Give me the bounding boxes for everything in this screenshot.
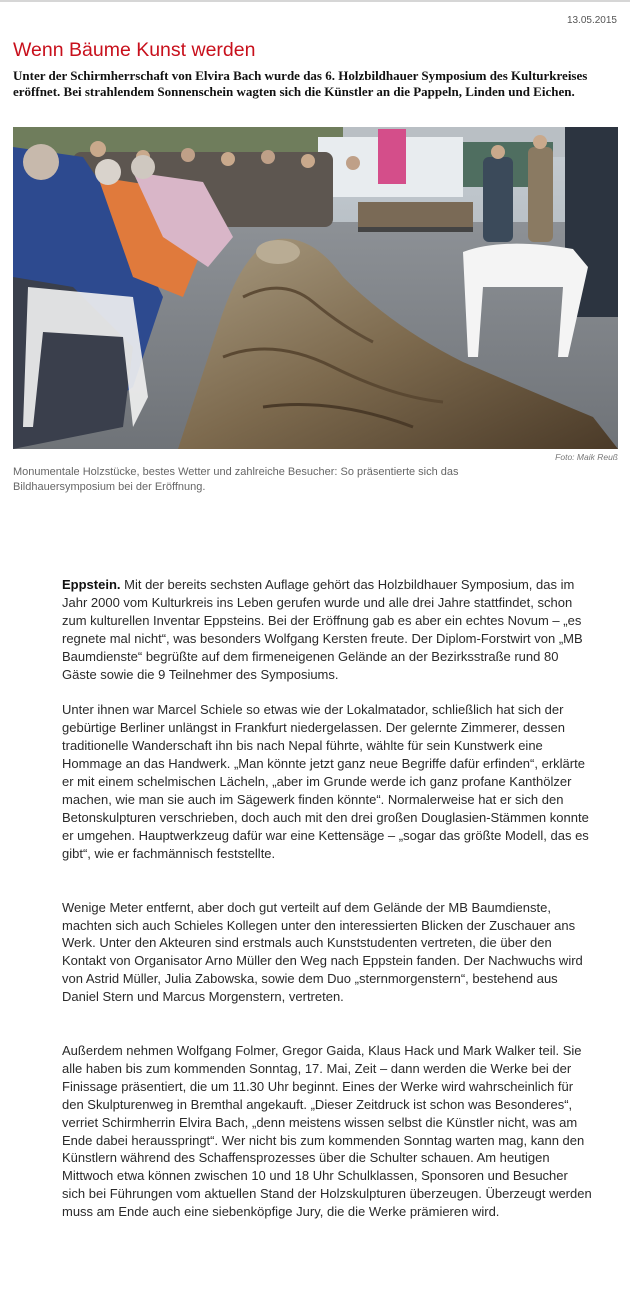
photo-caption: Monumentale Holzstücke, bestes Wetter und zahlreiche Besucher: So präsentierte sich das Bildhauersymposium bei der Eröffnung. <box>13 466 459 493</box>
article-headline: Wenn Bäume Kunst werden <box>13 39 256 61</box>
article-photo <box>13 127 618 449</box>
article-dateline: Eppstein. <box>62 577 121 592</box>
article-paragraph: Außerdem nehmen Wolfgang Folmer, Gregor Gaida, Klaus Hack und Mark Walker teil. Sie alle haben bis zum kommenden Sonntag, 17. Mai, Zeit – dann werden die Werke bei der Finissage präsentiert, die um 11.30 Uhr beginnt. Eines der Werke wird wahrscheinlich für den Skulpturenweg in Bremthal angekauft. „Dieser Zeitdruck ist schon was Besonderes“, verriet Schirmherrin Elvira Bach, „denn meistens wissen selbst die Künstler nicht, was am Ende dabei herausspringt“. Wer nicht bis zum kommenden Sonntag warten mag, kann den Künstlern während des Schaffensprozesses über die Schulter schauen. Am heutigen Mittwoch etwa können zwischen 10 und 18 Uhr Schulklassen, Sponsoren und Besucher sich bei Führungen vom aktuellen Stand der Holzskulpturen überzeugen. Überzeugt werden muss am Ende auch eine siebenköpfige Jury, die die Werke prämieren wird. <box>62 1043 592 1220</box>
publication-date: 13.05.2015 <box>566 15 617 26</box>
top-divider <box>0 0 630 2</box>
photo-illustration <box>13 127 618 449</box>
photo-credit: Foto: Maik Reuß <box>555 452 618 462</box>
article-paragraph: Unter ihnen war Marcel Schiele so etwas wie der Lokalmatador, schließlich hat sich der gebürtige Berliner unlängst in Frankfurt niedergelassen. Der gelernte Zimmerer, dessen traditionelle Wanderschaft ihn bis nach Nepal führte, wählte für sein Kunstwerk eine Hommage an das Handwerk. „Man könnte jetzt ganz neue Begriffe dafür erfinden“, erklärte er mit einem schelmischen Lächeln, „aber im Grunde werde ich ganz profane Kanthölzer machen, wie man sie auch im Sägewerk finden könnte“. Normalerweise hat er sich den Betonskulpturen verschrieben, doch auch mit den drei großen Douglasien-Stämmen konnte er umgehen. Hauptwerkzeug dafür war eine Kettensäge – „sogar das größte Modell, das es gibt“, wie er fachmännisch feststellte. <box>62 702 589 861</box>
article-lead: Unter der Schirmherrschaft von Elvira Bach wurde das 6. Holzbildhauer Symposium des Kulturkreises eröffnet. Bei strahlendem Sonnenschein wagten sich die Künstler an die Pappeln, Linden und Eichen. <box>13 68 588 99</box>
article-paragraph-text: Mit der bereits sechsten Auflage gehört das Holzbildhauer Symposium, das im Jahr 2000 vom Kulturkreis ins Leben gerufen wurde und alle drei Jahre stattfindet, schon zum kulturellen Inventar Eppsteins. Bei der Eröffnung gab es aber ein echtes Novum – „es regnete mal nicht“, was besonders Wolfgang Kersten freute. Der Diplom-Forstwirt von „MB Baumdienste“ begrüßte auf dem firmeneigenen Gelände an der Bezirksstraße rund 80 Gäste sowie die 9 Teilnehmer des Symposiums. <box>62 577 583 682</box>
article-paragraph <box>62 576 592 683</box>
article-body <box>62 576 592 1239</box>
article-paragraph: Wenige Meter entfernt, aber doch gut verteilt auf dem Gelände der MB Baumdienste, machten sich auch Schieles Kollegen unter den interessierten Blicken der Zuschauer ans Werk. Unter den Akteuren sind erstmals auch Kunststudenten vertreten, die über den Kontakt von Organisator Arno Müller den Weg nach Eppstein fanden. Der Nachwuchs wird von Astrid Müller, Julia Zabowska, sowie dem Duo „sternmorgenstern“, bestehend aus Daniel Stern und Marcus Morgenstern, vertreten. <box>62 899 583 1005</box>
